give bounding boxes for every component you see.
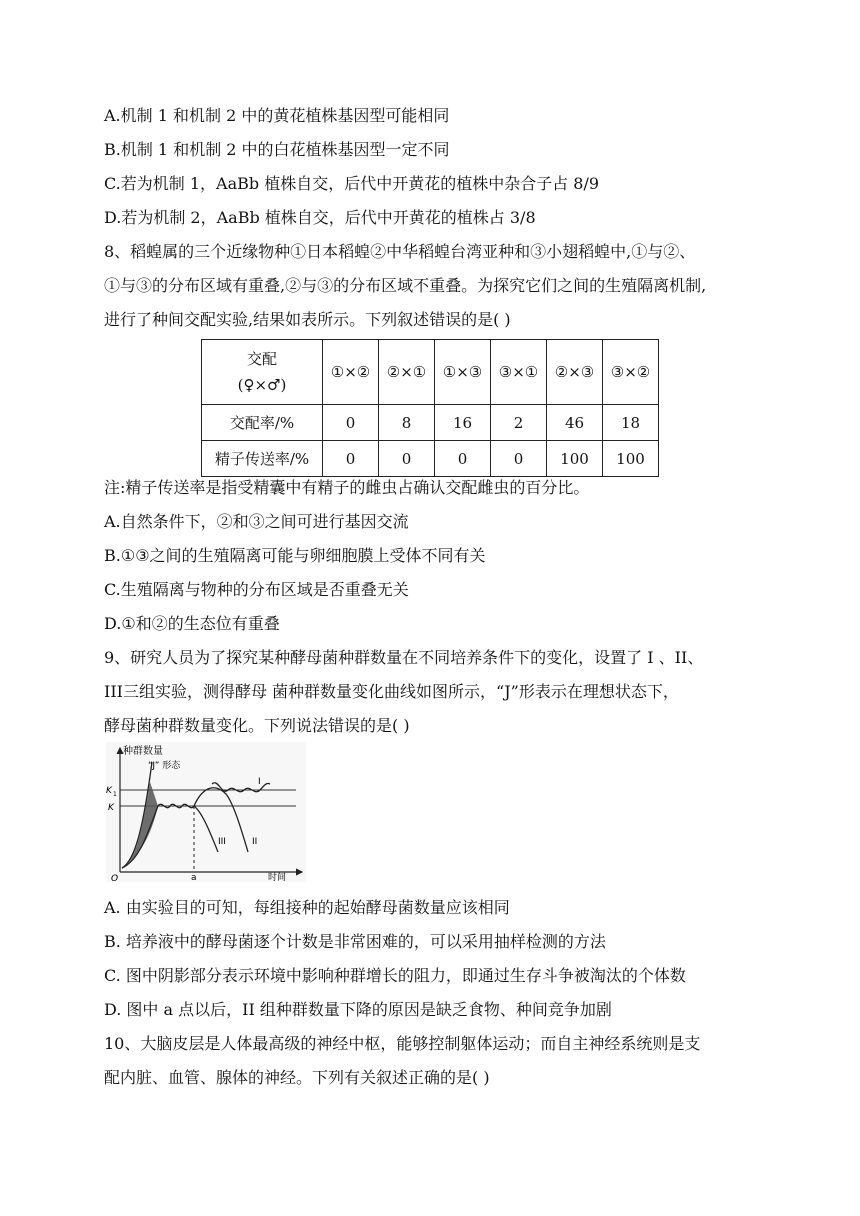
q9-option-a: A. 由实验目的可知，每组接种的起始酵母菌数量应该相同 [104, 898, 510, 917]
q10-stem-line-2: 配内脏、血管、腺体的神经。下列有关叙述正确的是( ) [104, 1068, 490, 1087]
table-cell: 8 [379, 405, 435, 441]
q7-option-b: B.机制 1 和机制 2 中的白花植株基因型一定不同 [104, 140, 450, 159]
row-label: 交配率/% [202, 405, 323, 441]
header-label-line-2: (♀×♂) [237, 376, 287, 394]
column-header: ③×① [491, 340, 547, 405]
q7-option-c: C.若为机制 1，AaBb 植株自交，后代中开黄花的植株中杂合子占 8/9 [104, 174, 600, 193]
table-cell: 46 [547, 405, 603, 441]
table-row [202, 405, 659, 441]
q8-stem-line-2: ①与③的分布区域有重叠,②与③的分布区域不重叠。为探究它们之间的生殖隔离机制, [104, 276, 707, 295]
q8-stem-line-3: 进行了种间交配实验,结果如表所示。下列叙述错误的是( ) [104, 310, 511, 329]
column-header: ②×③ [547, 340, 603, 405]
q8-stem-line-1: 8、稻蝗属的三个近缘物种①日本稻蝗②中华稻蝗台湾亚种和③小翅稻蝗中,①与②、 [104, 242, 696, 261]
q9-stem-line-3: 酵母菌种群数量变化。下列说法错误的是( ) [104, 716, 410, 735]
q8-note: 注:精子传送率是指受精囊中有精子的雌虫占确认交配雌虫的百分比。 [104, 478, 590, 497]
column-header: ②×① [379, 340, 435, 405]
column-header: ③×② [603, 340, 659, 405]
figure-background [106, 742, 306, 882]
q9-option-d: D. 图中 a 点以后，II 组种群数量下降的原因是缺乏食物、种间竞争加剧 [104, 1000, 612, 1019]
q8-option-a: A.自然条件下，②和③之间可进行基因交流 [104, 512, 409, 531]
y-axis-label: 种群数量 [123, 746, 163, 757]
table-cell: 100 [547, 441, 603, 477]
point-a-label: a [191, 873, 197, 882]
j-curve-label: “J” 形态 [148, 761, 181, 771]
header-label-line-1: 交配 [246, 350, 277, 368]
q9-option-c: C. 图中阴影部分表示环境中影响种群增长的阻力，即通过生存斗争被淘汰的个体数 [104, 966, 686, 985]
x-axis-label: 时间 [268, 873, 287, 882]
table-cell: 0 [379, 441, 435, 477]
table-cell: 0 [491, 441, 547, 477]
curve-iii-label: III [218, 837, 226, 847]
mating-table [201, 339, 659, 477]
population-growth-figure [106, 742, 306, 882]
q8-option-b: B.①③之间的生殖隔离可能与卵细胞膜上受体不同有关 [104, 546, 486, 565]
column-header: ①×③ [435, 340, 491, 405]
curve-ii-label: II [252, 837, 258, 847]
k1-subscript: 1 [113, 791, 117, 798]
column-header: ①×② [323, 340, 379, 405]
q9-stem-line-1: 9、研究人员为了探究某种酵母菌种群数量在不同培养条件下的变化，设置了 I 、II、 [104, 648, 704, 667]
table-cell: 0 [323, 405, 379, 441]
table-cell: 16 [435, 405, 491, 441]
origin-label: O [111, 874, 119, 882]
table-cell: 2 [491, 405, 547, 441]
table-cell: 0 [323, 441, 379, 477]
q8-option-d: D.①和②的生态位有重叠 [104, 614, 280, 633]
table-header-label [202, 340, 323, 405]
table-cell: 100 [603, 441, 659, 477]
row-label: 精子传送率/% [202, 441, 323, 477]
q7-option-a: A.机制 1 和机制 2 中的黄花植株基因型可能相同 [104, 106, 450, 125]
q9-option-b: B. 培养液中的酵母菌逐个计数是非常困难的，可以采用抽样检测的方法 [104, 932, 606, 951]
q8-option-c: C.生殖隔离与物种的分布区域是否重叠无关 [104, 580, 409, 599]
k-label: K [108, 803, 114, 813]
q7-option-d: D.若为机制 2，AaBb 植株自交，后代中开黄花的植株占 3/8 [104, 208, 536, 227]
k1-label: K [106, 786, 112, 796]
q9-stem-line-2: III三组实验，测得酵母 菌种群数量变化曲线如图所示，“J”形表示在理想状态下， [104, 682, 679, 701]
table-cell: 18 [603, 405, 659, 441]
curve-i-label: I [258, 777, 261, 787]
q10-stem-line-1: 10、大脑皮层是人体最高级的神经中枢，能够控制躯体运动；而自主神经系统则是支 [104, 1034, 701, 1053]
table-header-row [202, 340, 659, 405]
table-cell: 0 [435, 441, 491, 477]
table-row [202, 441, 659, 477]
